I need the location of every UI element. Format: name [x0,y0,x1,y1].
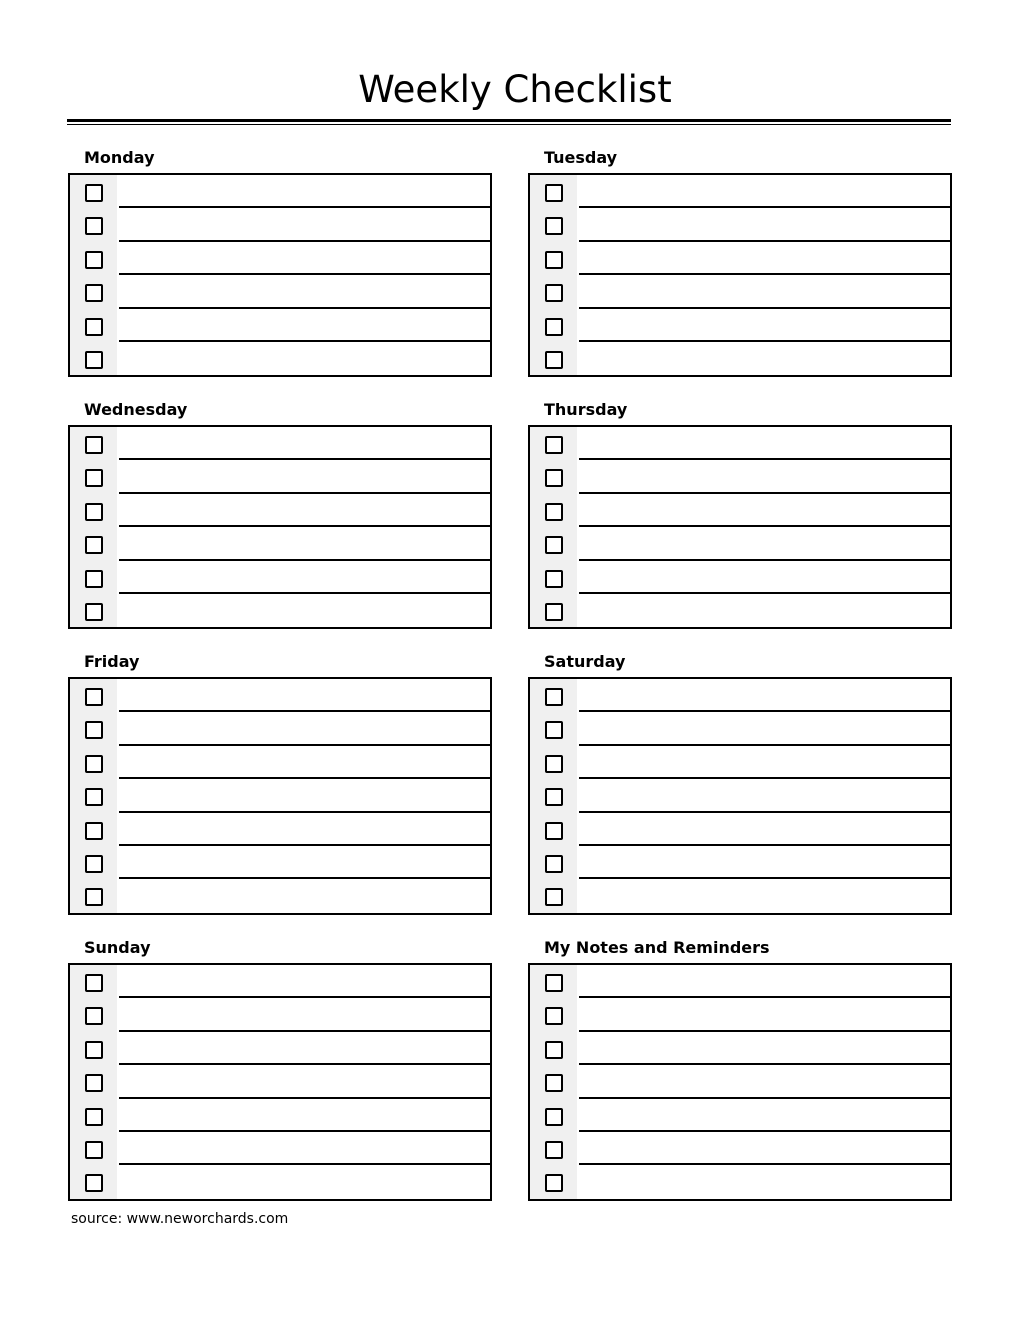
checkbox[interactable] [545,888,563,906]
checklist-row [530,779,950,812]
checkbox[interactable] [545,1108,563,1126]
checkbox[interactable] [545,1041,563,1059]
checklist-row [70,712,490,745]
checkbox[interactable] [85,974,103,992]
checkbox[interactable] [85,436,103,454]
checkbox[interactable] [545,351,563,369]
checklist-row [530,460,950,493]
checklist-row [530,1032,950,1065]
checklist-box [528,425,952,629]
checklist-box [528,963,952,1201]
checklist-row [70,208,490,241]
checkbox[interactable] [545,855,563,873]
checklist-row [70,813,490,846]
checklist-row [530,427,950,460]
page-title: Weekly Checklist [358,68,672,111]
checkbox[interactable] [85,721,103,739]
checkbox[interactable] [85,1007,103,1025]
checklist-row [70,1165,490,1198]
checkbox[interactable] [545,469,563,487]
checkbox[interactable] [545,217,563,235]
checkbox[interactable] [545,721,563,739]
checkbox[interactable] [545,570,563,588]
checklist-row [530,998,950,1031]
checkbox[interactable] [85,469,103,487]
checkbox[interactable] [545,1007,563,1025]
section-title: My Notes and Reminders [544,938,770,957]
checklist-row [70,460,490,493]
checkbox[interactable] [85,1174,103,1192]
checklist-row [70,746,490,779]
title-divider-thin [67,124,951,125]
checkbox[interactable] [545,974,563,992]
checklist-row [70,275,490,308]
checkbox[interactable] [85,251,103,269]
section-title: Tuesday [544,148,618,167]
checklist-row [530,1165,950,1198]
checklist-row [70,594,490,627]
checklist-row [530,846,950,879]
checkbox[interactable] [85,788,103,806]
checkbox[interactable] [85,1041,103,1059]
checklist-row [530,275,950,308]
checklist-row [70,427,490,460]
checkbox[interactable] [545,318,563,336]
checkbox[interactable] [85,755,103,773]
checkbox[interactable] [545,536,563,554]
checkbox[interactable] [545,1174,563,1192]
checklist-box [68,677,492,915]
checkbox[interactable] [545,688,563,706]
checklist-row [70,242,490,275]
checkbox[interactable] [545,822,563,840]
checklist-row [530,242,950,275]
checklist-row [530,309,950,342]
section-title: Wednesday [84,400,188,419]
checklist-row [70,309,490,342]
checkbox[interactable] [545,788,563,806]
checkbox[interactable] [85,536,103,554]
checklist-row [70,779,490,812]
section-title: Sunday [84,938,151,957]
checklist-row [70,175,490,208]
checklist-row [70,342,490,375]
checkbox[interactable] [85,217,103,235]
checkbox[interactable] [85,351,103,369]
checklist-row [530,746,950,779]
checkbox[interactable] [85,184,103,202]
checklist-row [70,846,490,879]
checkbox[interactable] [85,1141,103,1159]
section-title: Thursday [544,400,628,419]
checklist-row [70,998,490,1031]
checkbox[interactable] [85,603,103,621]
checkbox[interactable] [85,503,103,521]
checklist-row [70,1132,490,1165]
checklist-row [530,965,950,998]
checklist-row [530,527,950,560]
checkbox[interactable] [545,251,563,269]
checklist-row [530,594,950,627]
checklist-row [70,527,490,560]
checklist-row [70,1099,490,1132]
checklist-row [530,712,950,745]
checklist-row [530,208,950,241]
checklist-row [70,679,490,712]
checklist-row [70,1065,490,1098]
checklist-row [70,561,490,594]
checklist-row [530,342,950,375]
checklist-row [530,679,950,712]
checkbox[interactable] [545,503,563,521]
checklist-box [68,425,492,629]
checklist-box [528,677,952,915]
checklist-row [70,1032,490,1065]
section-title: Friday [84,652,140,671]
checkbox[interactable] [85,318,103,336]
checklist-row [530,1132,950,1165]
checkbox[interactable] [545,755,563,773]
checkbox[interactable] [545,603,563,621]
checklist-row [530,175,950,208]
checklist-row [530,879,950,912]
checklist-row [530,1099,950,1132]
section-title: Saturday [544,652,626,671]
checklist-row [70,494,490,527]
checkbox[interactable] [545,436,563,454]
checkbox[interactable] [85,688,103,706]
checkbox[interactable] [85,888,103,906]
checklist-row [530,561,950,594]
checklist-row [70,965,490,998]
checkbox[interactable] [85,570,103,588]
section-title: Monday [84,148,155,167]
checkbox[interactable] [545,284,563,302]
checkbox[interactable] [85,284,103,302]
checkbox[interactable] [85,855,103,873]
checkbox[interactable] [545,184,563,202]
title-divider-thick [67,119,951,122]
checkbox[interactable] [545,1141,563,1159]
checklist-box [68,963,492,1201]
checklist-row [530,1065,950,1098]
checklist-row [530,494,950,527]
source-footer: source: www.neworchards.com [71,1211,289,1227]
checklist-box [528,173,952,377]
checkbox[interactable] [85,1074,103,1092]
checkbox[interactable] [85,822,103,840]
checklist-box [68,173,492,377]
checkbox[interactable] [545,1074,563,1092]
checklist-row [70,879,490,912]
checklist-row [530,813,950,846]
checkbox[interactable] [85,1108,103,1126]
